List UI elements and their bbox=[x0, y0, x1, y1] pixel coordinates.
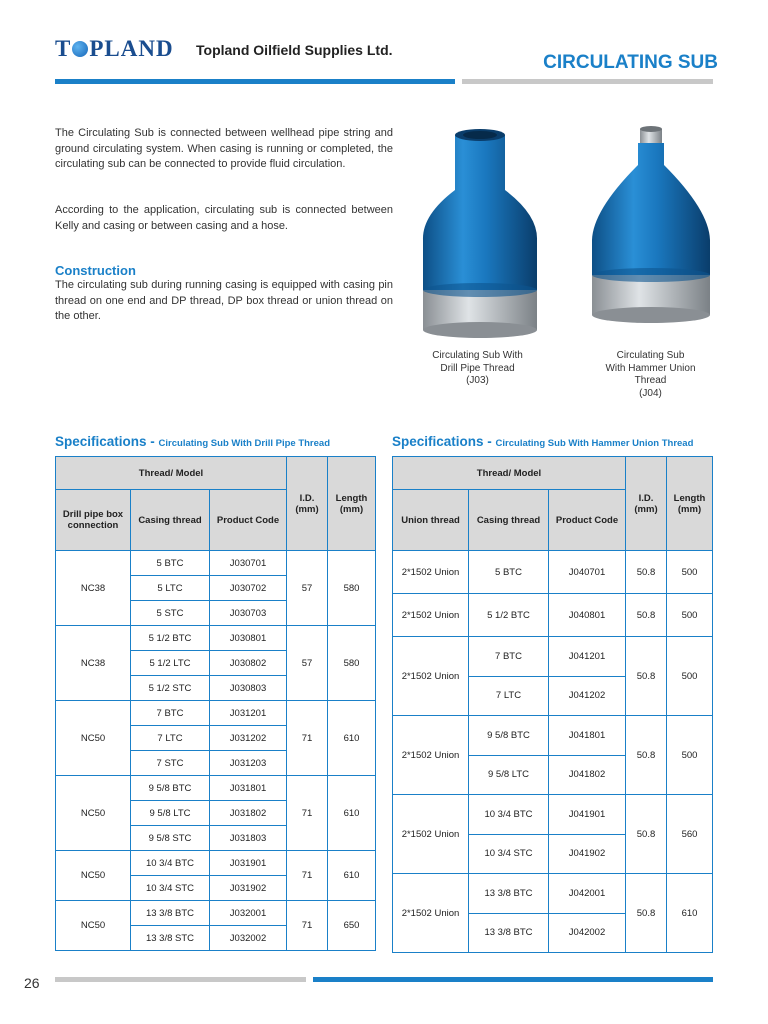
product-code-cell: J031901 bbox=[210, 851, 287, 876]
length-cell: 500 bbox=[667, 594, 713, 637]
length-cell: 580 bbox=[328, 551, 376, 626]
product-code-cell: J030701 bbox=[210, 551, 287, 576]
table-row bbox=[56, 701, 376, 726]
product-code-header: Product Code bbox=[210, 490, 287, 551]
logo-text-start: T bbox=[55, 36, 72, 61]
casing-thread-cell: 5 1/2 BTC bbox=[131, 626, 210, 651]
product-code-cell: J030702 bbox=[210, 576, 287, 601]
table-row bbox=[56, 901, 376, 926]
casing-thread-cell: 7 LTC bbox=[469, 676, 549, 716]
product-code-cell: J041902 bbox=[549, 834, 626, 874]
casing-thread-cell: 9 5/8 BTC bbox=[131, 776, 210, 801]
company-name: Topland Oilfield Supplies Ltd. bbox=[196, 42, 393, 58]
casing-thread-cell: 5 BTC bbox=[131, 551, 210, 576]
product-code-cell: J041801 bbox=[549, 716, 626, 756]
spec-subheading: Circulating Sub With Hammer Union Thread bbox=[495, 438, 694, 449]
length-cell: 610 bbox=[328, 701, 376, 776]
id-cell: 50.8 bbox=[626, 795, 667, 874]
connection-cell: 2*1502 Union bbox=[393, 795, 469, 874]
id-cell: 50.8 bbox=[626, 716, 667, 795]
product-code-cell: J042002 bbox=[549, 913, 626, 953]
header-rule-grey bbox=[462, 79, 713, 84]
construction-heading: Construction bbox=[55, 263, 136, 278]
product-code-header: Product Code bbox=[549, 490, 626, 551]
casing-thread-cell: 9 5/8 STC bbox=[131, 826, 210, 851]
thread-model-header: Thread/ Model bbox=[393, 457, 626, 490]
id-cell: 50.8 bbox=[626, 594, 667, 637]
product-code-cell: J031203 bbox=[210, 751, 287, 776]
product-caption-j03 bbox=[400, 350, 555, 388]
casing-thread-cell: 5 BTC bbox=[469, 551, 549, 594]
length-cell: 610 bbox=[667, 874, 713, 953]
table-row bbox=[393, 716, 713, 756]
casing-thread-cell: 9 5/8 BTC bbox=[469, 716, 549, 756]
casing-thread-cell: 10 3/4 STC bbox=[469, 834, 549, 874]
product-caption-j04 bbox=[578, 350, 723, 400]
product-code-cell: J030703 bbox=[210, 601, 287, 626]
length-cell: 560 bbox=[667, 795, 713, 874]
casing-thread-cell: 13 3/8 BTC bbox=[131, 901, 210, 926]
connection-cell: NC50 bbox=[56, 851, 131, 901]
id-cell: 71 bbox=[287, 851, 328, 901]
id-cell: 50.8 bbox=[626, 637, 667, 716]
id-cell: 71 bbox=[287, 901, 328, 951]
casing-thread-cell: 9 5/8 LTC bbox=[131, 801, 210, 826]
connection-cell: NC50 bbox=[56, 776, 131, 851]
connection-cell: NC38 bbox=[56, 551, 131, 626]
id-cell: 71 bbox=[287, 701, 328, 776]
casing-thread-cell: 13 3/8 STC bbox=[131, 926, 210, 951]
company-logo bbox=[55, 36, 174, 62]
product-code-cell: J030803 bbox=[210, 676, 287, 701]
caption-line: Circulating Sub bbox=[616, 350, 685, 361]
caption-line: Thread bbox=[634, 375, 667, 386]
product-code-cell: J031803 bbox=[210, 826, 287, 851]
casing-thread-cell: 5 1/2 STC bbox=[131, 676, 210, 701]
casing-thread-cell: 7 BTC bbox=[131, 701, 210, 726]
length-header: Length (mm) bbox=[667, 457, 713, 551]
casing-thread-cell: 10 3/4 BTC bbox=[131, 851, 210, 876]
footer-rule-grey bbox=[55, 977, 306, 982]
table-row bbox=[393, 874, 713, 914]
table-row bbox=[56, 776, 376, 801]
casing-thread-cell: 13 3/8 BTC bbox=[469, 874, 549, 914]
caption-line: (J03) bbox=[466, 375, 489, 386]
id-cell: 50.8 bbox=[626, 551, 667, 594]
casing-thread-cell: 7 STC bbox=[131, 751, 210, 776]
connection-header: Union thread bbox=[393, 490, 469, 551]
spec-heading-hammer-union bbox=[392, 434, 693, 449]
connection-cell: 2*1502 Union bbox=[393, 594, 469, 637]
connection-cell: 2*1502 Union bbox=[393, 637, 469, 716]
table-row bbox=[56, 851, 376, 876]
casing-thread-header: Casing thread bbox=[469, 490, 549, 551]
id-header: I.D. (mm) bbox=[287, 457, 328, 551]
product-code-cell: J030801 bbox=[210, 626, 287, 651]
connection-header: Drill pipe box connection bbox=[56, 490, 131, 551]
table-row bbox=[393, 637, 713, 677]
casing-thread-cell: 7 LTC bbox=[131, 726, 210, 751]
caption-line: (J04) bbox=[639, 387, 662, 399]
casing-thread-cell: 5 1/2 LTC bbox=[131, 651, 210, 676]
table-row bbox=[56, 626, 376, 651]
caption-line: Drill Pipe Thread bbox=[440, 362, 515, 374]
table-row bbox=[393, 795, 713, 835]
product-code-cell: J041802 bbox=[549, 755, 626, 795]
spec-heading-label: Specifications - bbox=[55, 434, 155, 449]
length-cell: 610 bbox=[328, 776, 376, 851]
connection-cell: NC50 bbox=[56, 901, 131, 951]
product-code-cell: J032001 bbox=[210, 901, 287, 926]
spec-subheading: Circulating Sub With Drill Pipe Thread bbox=[158, 438, 331, 449]
product-code-cell: J031801 bbox=[210, 776, 287, 801]
casing-thread-cell: 9 5/8 LTC bbox=[469, 755, 549, 795]
spec-table-drill-pipe bbox=[55, 456, 376, 951]
connection-cell: NC50 bbox=[56, 701, 131, 776]
product-code-cell: J041202 bbox=[549, 676, 626, 716]
connection-cell: NC38 bbox=[56, 626, 131, 701]
table-row bbox=[393, 551, 713, 594]
spec-table-hammer-union bbox=[392, 456, 713, 953]
intro-paragraph-1: The Circulating Sub is connected between wellhead pipe string and ground circulating system. When casing is running or completed, the circulating sub can be connected to provide fluid circulation. bbox=[55, 127, 393, 170]
caption-line: With Hammer Union bbox=[605, 362, 696, 374]
product-code-cell: J031802 bbox=[210, 801, 287, 826]
product-code-cell: J030802 bbox=[210, 651, 287, 676]
circulating-sub-hammer-union-image bbox=[588, 125, 713, 325]
footer-rule-blue bbox=[313, 977, 713, 982]
thread-model-header: Thread/ Model bbox=[56, 457, 287, 490]
page-title: CIRCULATING SUB bbox=[543, 52, 718, 73]
casing-thread-cell: 5 1/2 BTC bbox=[469, 594, 549, 637]
table-row bbox=[393, 594, 713, 637]
header-rule-blue bbox=[55, 79, 455, 84]
product-code-cell: J031902 bbox=[210, 876, 287, 901]
length-cell: 650 bbox=[328, 901, 376, 951]
casing-thread-cell: 7 BTC bbox=[469, 637, 549, 677]
length-header: Length (mm) bbox=[328, 457, 376, 551]
casing-thread-header: Casing thread bbox=[131, 490, 210, 551]
caption-line: Circulating Sub With bbox=[432, 350, 523, 361]
product-code-cell: J040801 bbox=[549, 594, 626, 637]
product-code-cell: J040701 bbox=[549, 551, 626, 594]
length-cell: 580 bbox=[328, 626, 376, 701]
product-code-cell: J041201 bbox=[549, 637, 626, 677]
logo-text-end: PLAND bbox=[89, 36, 174, 61]
casing-thread-cell: 10 3/4 BTC bbox=[469, 795, 549, 835]
casing-thread-cell: 5 LTC bbox=[131, 576, 210, 601]
spec-heading-drill-pipe bbox=[55, 434, 330, 449]
product-code-cell: J032002 bbox=[210, 926, 287, 951]
globe-icon bbox=[72, 41, 88, 57]
id-cell: 71 bbox=[287, 776, 328, 851]
id-cell: 57 bbox=[287, 626, 328, 701]
id-cell: 57 bbox=[287, 551, 328, 626]
length-cell: 500 bbox=[667, 551, 713, 594]
length-cell: 500 bbox=[667, 716, 713, 795]
casing-thread-cell: 10 3/4 STC bbox=[131, 876, 210, 901]
product-code-cell: J031201 bbox=[210, 701, 287, 726]
construction-text: The circulating sub during running casing is equipped with casing pin thread on one end and DP thread, DP box thread or union thread on the other. bbox=[55, 279, 393, 322]
connection-cell: 2*1502 Union bbox=[393, 551, 469, 594]
product-code-cell: J041901 bbox=[549, 795, 626, 835]
id-cell: 50.8 bbox=[626, 874, 667, 953]
product-code-cell: J031202 bbox=[210, 726, 287, 751]
spec-heading-label: Specifications - bbox=[392, 434, 492, 449]
casing-thread-cell: 13 3/8 BTC bbox=[469, 913, 549, 953]
id-header: I.D. (mm) bbox=[626, 457, 667, 551]
product-code-cell: J042001 bbox=[549, 874, 626, 914]
connection-cell: 2*1502 Union bbox=[393, 874, 469, 953]
intro-paragraph-2: According to the application, circulating sub is connected between Kelly and casing or between casing and a hose. bbox=[55, 204, 393, 232]
circulating-sub-drill-pipe-image bbox=[410, 125, 545, 345]
casing-thread-cell: 5 STC bbox=[131, 601, 210, 626]
table-row bbox=[56, 551, 376, 576]
length-cell: 610 bbox=[328, 851, 376, 901]
page-number: 26 bbox=[24, 975, 40, 991]
connection-cell: 2*1502 Union bbox=[393, 716, 469, 795]
length-cell: 500 bbox=[667, 637, 713, 716]
